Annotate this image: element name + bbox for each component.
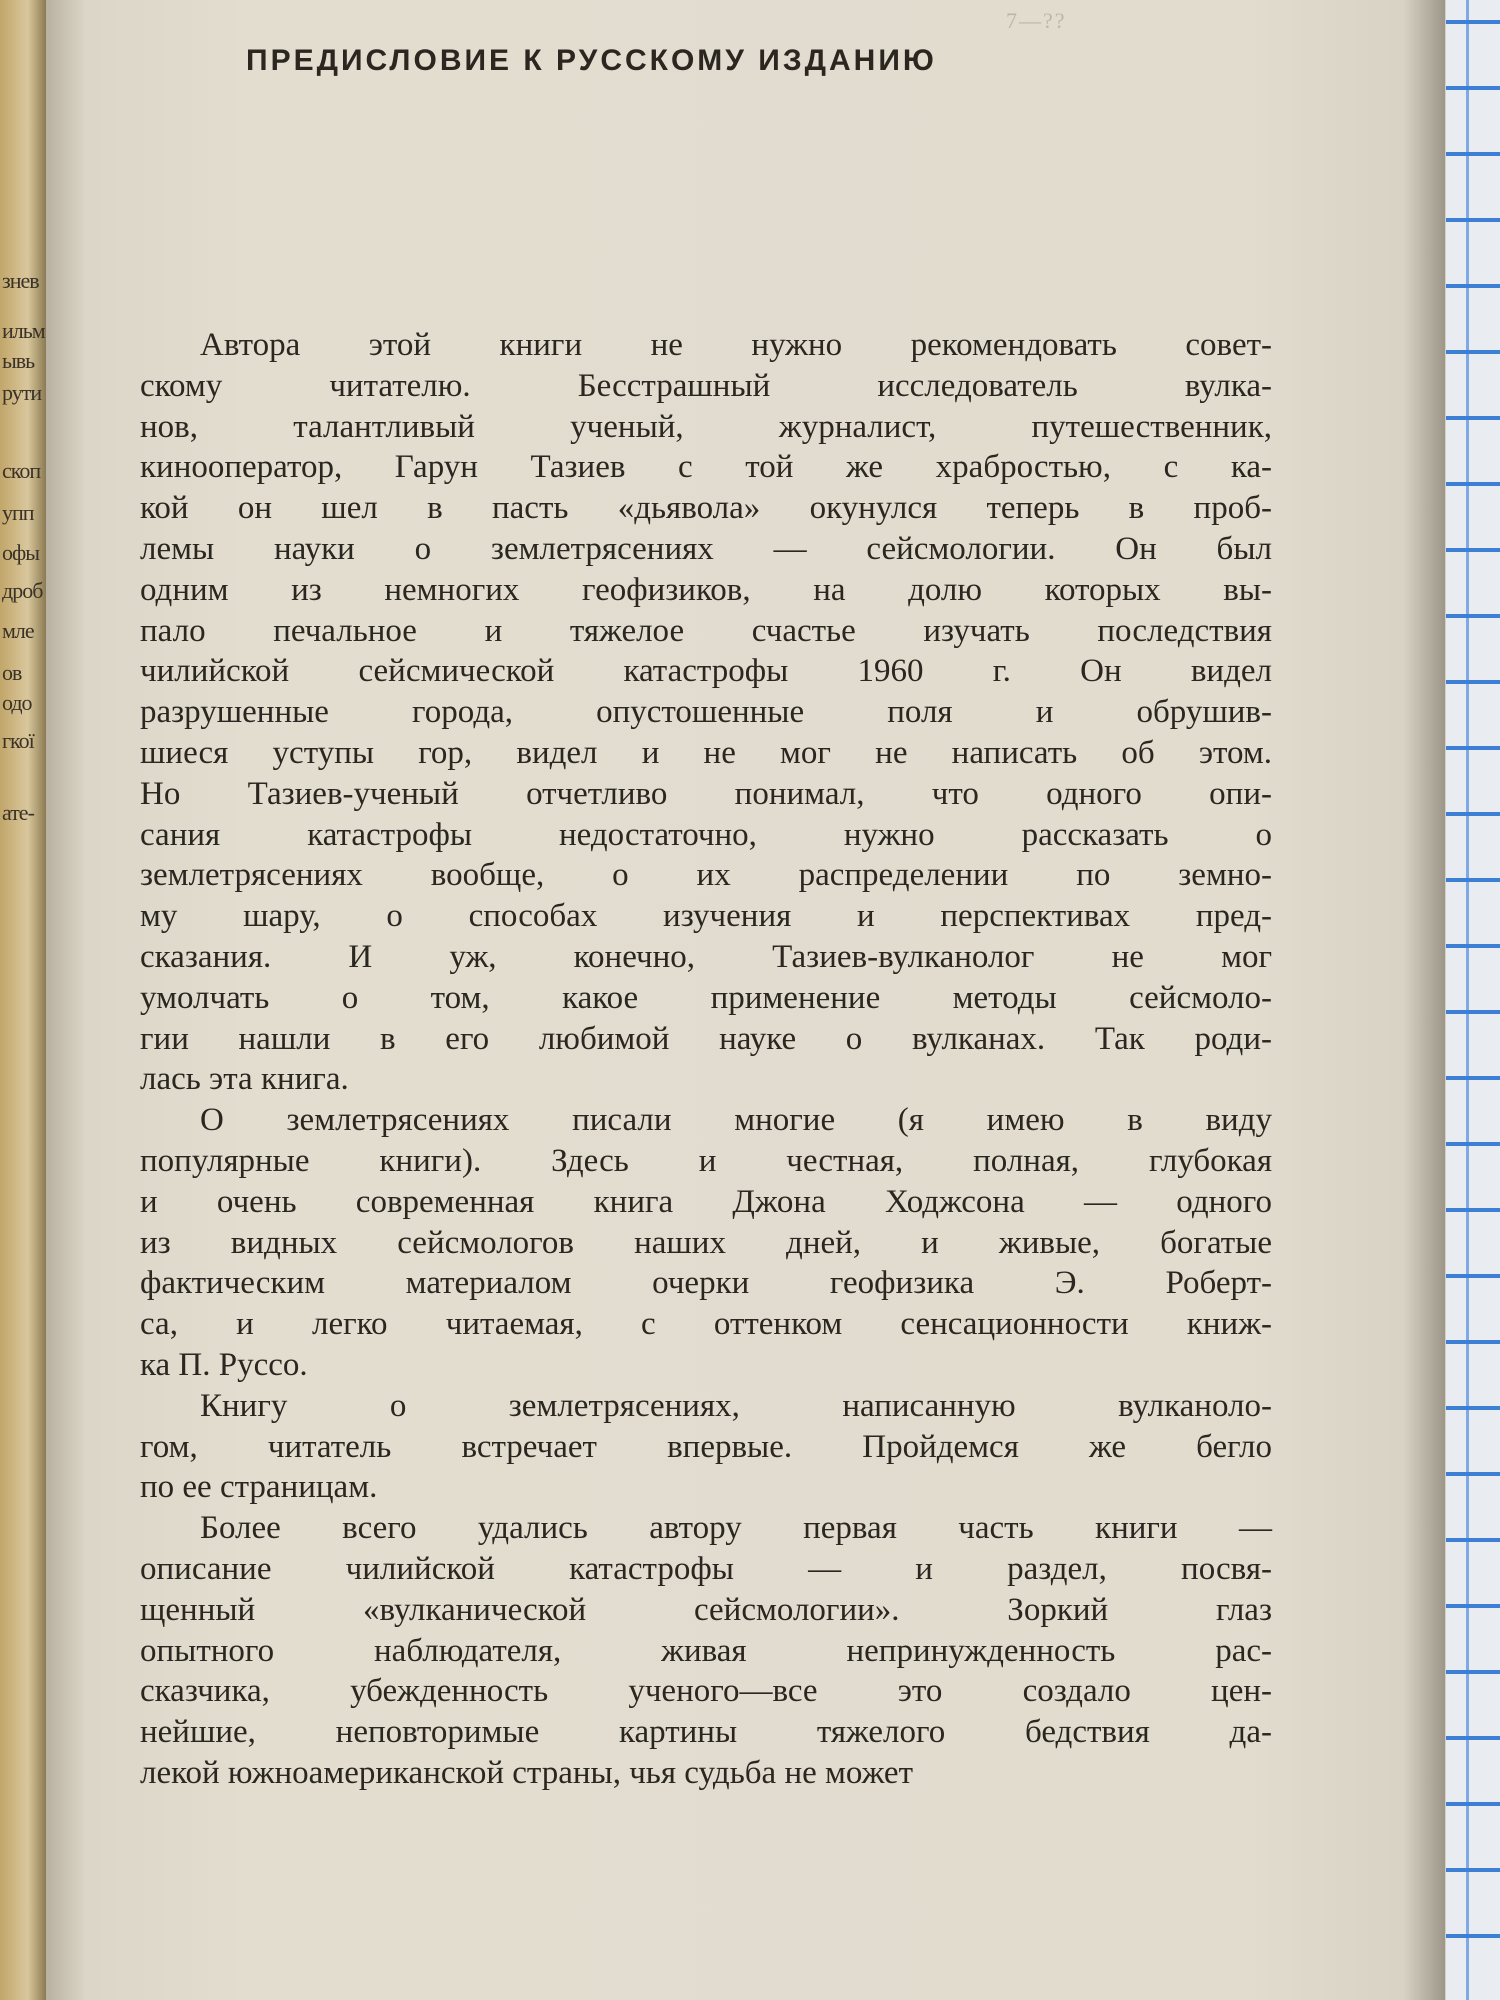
faded-page-number: 7—??: [1006, 8, 1067, 33]
left-page-fragment: гкої: [2, 728, 34, 753]
text-line: землетрясениях вообще, о их распределении по земно-: [140, 857, 1272, 894]
text-line: Более всего удались автору первая часть книги —: [200, 1510, 1272, 1547]
text-line: гии нашли в его любимой науке о вулканах. Так роди-: [140, 1020, 1272, 1057]
text-line: са, и легко читаемая, с оттенком сенсационности книж-: [140, 1306, 1272, 1343]
text-line: Книгу о землетрясениях, написанную вулканоло-: [200, 1387, 1272, 1424]
text-line: кой он шел в пасть «дьявола» окунулся теперь в проб-: [140, 490, 1272, 527]
text-line: ка П. Руссо.: [140, 1346, 308, 1383]
left-page-fragment: рути: [2, 380, 42, 405]
text-line: нов, талантливый ученый, журналист, путешественник,: [140, 408, 1272, 445]
preface-body: [140, 325, 1272, 1794]
text-line: лась эта книга.: [140, 1061, 349, 1098]
text-line: опытного наблюдателя, живая непринужденность рас-: [140, 1632, 1272, 1669]
text-line: нейшие, неповторимые картины тяжелого бедствия да-: [140, 1714, 1272, 1751]
left-page-fragment: ате-: [2, 800, 34, 825]
text-line: чилийской сейсмической катастрофы 1960 г. Он видел: [140, 653, 1272, 690]
text-line: описание чилийской катастрофы — и раздел, посвя-: [140, 1550, 1272, 1587]
left-page-fragment: ывь: [2, 348, 35, 373]
page-title: ПРЕДИСЛОВИЕ К РУССКОМУ ИЗДАНИЮ: [246, 44, 937, 77]
text-line: разрушенные города, опустошенные поля и обрушив-: [140, 694, 1272, 731]
text-line: му шару, о способах изучения и перспективах пред-: [140, 898, 1272, 935]
left-page-fragment: скоп: [2, 458, 41, 483]
text-line: Автора этой книги не нужно рекомендовать совет-: [200, 327, 1272, 363]
page-edge-shadow: [1405, 0, 1445, 2000]
text-line: фактическим материалом очерки геофизика Э. Роберт-: [140, 1265, 1272, 1302]
text-line: сказания. И уж, конечно, Тазиев-вулканолог не мог: [140, 938, 1272, 975]
left-page-fragment: дроб: [2, 578, 43, 603]
left-page-fragment: знев: [2, 268, 39, 293]
text-line: О землетрясениях писали многие (я имею в виду: [200, 1102, 1272, 1139]
text-line: лекой южноамериканской страны, чья судьба не может: [140, 1754, 914, 1791]
text-line: лемы науки о землетрясениях — сейсмологии. Он был: [140, 530, 1272, 567]
paragraph: [140, 325, 1272, 1100]
text-line: одним из немногих геофизиков, на долю которых вы-: [140, 571, 1272, 608]
text-line: и очень современная книга Джона Ходжсона — одного: [140, 1183, 1272, 1220]
left-page-fragment: мле: [2, 618, 34, 643]
paragraph: [140, 1100, 1272, 1386]
text-line: скому читателю. Бесстрашный исследователь вулка-: [140, 367, 1272, 404]
text-line: популярные книги). Здесь и честная, полная, глубокая: [140, 1142, 1272, 1179]
text-line: шиеся уступы гор, видел и не мог не написать об этом.: [140, 734, 1272, 771]
paragraph: [140, 1386, 1272, 1508]
paragraph: [140, 1508, 1272, 1794]
previous-page-edge: [0, 0, 46, 2000]
text-line: сказчика, убежденность ученого—все это создало цен-: [140, 1673, 1272, 1710]
text-line: щенный «вулканической сейсмологии». Зоркий глаз: [140, 1591, 1272, 1628]
text-line: кинооператор, Гарун Тазиев с той же храбростью, с ка-: [140, 449, 1272, 486]
left-page-fragment: упп: [2, 500, 34, 525]
book-page: [46, 0, 1446, 2000]
text-line: гом, читатель встречает впервые. Пройдемся же бегло: [140, 1428, 1272, 1465]
text-line: Но Тазиев-ученый отчетливо понимал, что одного опи-: [140, 775, 1272, 812]
text-line: умолчать о том, какое применение методы сейсмоло-: [140, 979, 1272, 1016]
left-page-fragment: офы: [2, 540, 40, 565]
left-page-fragment: одо: [2, 690, 32, 715]
text-line: из видных сейсмологов наших дней, и живые, богатые: [140, 1224, 1272, 1261]
left-page-fragment: ильм: [2, 318, 45, 343]
left-page-fragment: ов: [2, 660, 22, 685]
text-line: пало печальное и тяжелое счастье изучать последствия: [140, 612, 1272, 649]
text-line: сания катастрофы недостаточно, нужно рассказать о: [140, 816, 1272, 853]
text-line: по ее страницам.: [140, 1469, 378, 1506]
